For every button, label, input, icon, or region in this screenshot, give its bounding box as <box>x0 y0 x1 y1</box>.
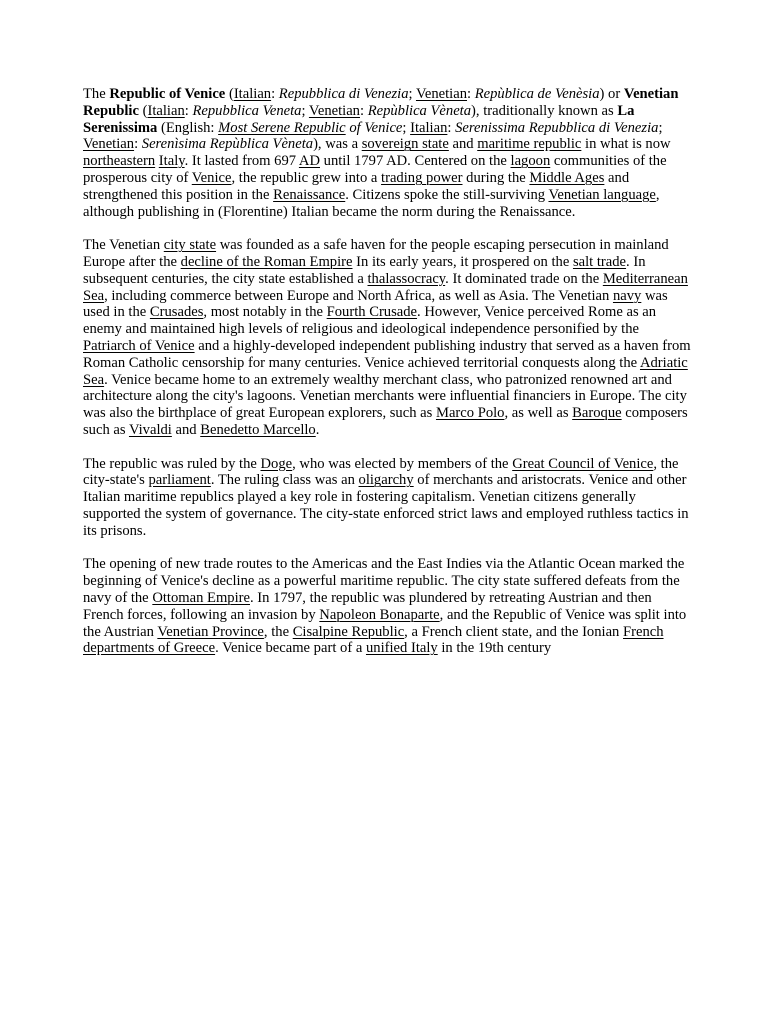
hyperlink[interactable]: Venetian <box>83 136 135 153</box>
text-run: , a French client state, and the Ionian <box>404 623 623 640</box>
text-run: ) or <box>599 86 624 102</box>
text-run: , the <box>263 623 293 640</box>
text-run: ), traditionally known as <box>471 102 618 119</box>
text-run: , although publishing in (Florentine) Italian became the norm during the Renaissance. <box>83 186 660 220</box>
hyperlink[interactable]: Baroque <box>572 405 622 422</box>
text-run: during the <box>462 169 530 186</box>
text-run: The republic was ruled by the <box>83 455 261 472</box>
hyperlink[interactable]: AD <box>298 153 320 170</box>
hyperlink[interactable]: decline of the Roman Empire <box>180 253 353 270</box>
text-run: . <box>315 421 320 438</box>
paragraph <box>83 556 693 657</box>
hyperlink[interactable]: Great Council of Venice <box>512 455 654 472</box>
italic-text: Serenissima Repubblica di Venezia <box>455 119 659 136</box>
text-run: , including commerce between Europe and North Africa, as well as Asia. The Venetian <box>104 287 613 304</box>
italic-text: Repùblica de Venèsia <box>474 86 600 102</box>
bold-term: Republic of Venice <box>109 86 226 102</box>
hyperlink[interactable]: salt trade <box>572 253 627 270</box>
hyperlink[interactable]: maritime republic <box>477 136 582 153</box>
text-run: ; <box>301 102 309 119</box>
hyperlink[interactable]: French departments of Greece <box>83 623 664 657</box>
italic-text: Repubblica di Venezia <box>278 86 409 102</box>
text-run: : <box>359 102 368 119</box>
text-run: , most notably in the <box>203 304 327 321</box>
text-run: . In subsequent centuries, the city state established a <box>83 253 646 287</box>
text-run: The opening of new trade routes to the Americas and the East Indies via the Atlantic Ocean marked the beginning of Venice's decline as a powerful maritime republic. The city state suffered defeats from the navy of the <box>83 556 685 606</box>
hyperlink[interactable]: city state <box>163 237 217 254</box>
italic-text: of Venice <box>345 119 403 136</box>
text-run: , as well as <box>504 405 573 422</box>
text-run: . Citizens spoke the still-surviving <box>345 186 549 203</box>
text-run: until 1797 AD. Centered on the <box>320 153 511 170</box>
text-run: and <box>448 136 478 153</box>
text-run: : <box>447 119 456 136</box>
paragraph <box>83 237 693 439</box>
paragraph <box>83 456 693 540</box>
text-run: : <box>467 86 475 102</box>
text-run: : <box>271 86 279 102</box>
hyperlink[interactable]: Venetian language <box>548 186 656 203</box>
text-run: . The ruling class was an <box>210 472 359 489</box>
hyperlink[interactable]: Patriarch of Venice <box>83 337 195 354</box>
text-run: (English: <box>157 119 219 136</box>
text-run: ( <box>138 102 148 119</box>
text-run: . Venice became part of a <box>215 640 366 657</box>
hyperlink[interactable]: Middle Ages <box>529 169 605 186</box>
hyperlink[interactable]: oligarchy <box>358 472 414 489</box>
text-run: ; <box>402 119 411 136</box>
hyperlink[interactable]: Venetian <box>308 102 360 119</box>
italic-text: Repubblica Veneta <box>192 102 302 119</box>
text-run: ; <box>658 119 663 136</box>
hyperlink[interactable]: northeastern <box>83 153 156 170</box>
italic-text: Repùblica Vèneta <box>367 102 472 119</box>
document-page <box>83 86 693 674</box>
text-run: and a highly-developed independent publishing industry that served as a haven from Roman Catholic censorship for many centuries. Venice achieved territorial conquests along the <box>83 337 691 371</box>
hyperlink[interactable]: lagoon <box>510 153 551 170</box>
text-run: . Venice became home to an extremely wealthy merchant class, who patronized renowned art and architecture along the city's lagoons. Venetian merchants were influential financiers in Europe. The city was also the birthplace of great European explorers, such as <box>83 371 687 422</box>
hyperlink[interactable]: Venetian Province <box>157 623 264 640</box>
text-run: ( <box>225 86 234 102</box>
hyperlink[interactable]: sovereign state <box>361 136 449 153</box>
bold-term: Venetian Republic <box>83 86 679 119</box>
hyperlink[interactable]: Italian <box>233 86 272 102</box>
hyperlink[interactable]: Vivaldi <box>128 421 172 438</box>
hyperlink[interactable]: unified Italy <box>365 640 438 657</box>
hyperlink[interactable]: Venetian <box>415 86 468 102</box>
text-run: and <box>171 421 201 438</box>
hyperlink[interactable]: Most Serene Republic <box>218 119 346 136</box>
hyperlink[interactable]: Italy <box>158 153 185 170</box>
text-run: , the republic grew into a <box>231 169 382 186</box>
hyperlink[interactable]: thalassocracy <box>367 270 446 287</box>
hyperlink[interactable]: Benedetto Marcello <box>200 421 316 438</box>
hyperlink[interactable]: trading power <box>381 169 463 186</box>
text-run: The <box>83 86 110 102</box>
hyperlink[interactable]: Italian <box>410 119 448 136</box>
text-run: communities of the prosperous city of <box>83 153 667 186</box>
hyperlink[interactable]: Marco Polo <box>435 405 505 422</box>
text-run: , and the Republic of Venice was split into the Austrian <box>83 606 687 640</box>
text-run: The Venetian <box>83 237 164 254</box>
text-run: , the city-state's <box>83 455 679 489</box>
hyperlink[interactable]: Adriatic Sea <box>83 354 688 388</box>
text-run: : <box>184 102 193 119</box>
hyperlink[interactable]: navy <box>612 287 642 304</box>
hyperlink[interactable]: Doge <box>260 455 293 472</box>
text-run: . It lasted from 697 <box>184 153 299 170</box>
hyperlink[interactable]: Ottoman Empire <box>152 589 250 606</box>
italic-text: Serenìsima Repùblica Vèneta <box>141 136 314 153</box>
text-run: and strengthened this position in the <box>83 169 630 203</box>
hyperlink[interactable]: parliament <box>148 472 211 489</box>
text-run: composers such as <box>83 405 688 438</box>
hyperlink[interactable]: Italian <box>147 102 185 119</box>
text-run: in what is now <box>581 136 671 153</box>
text-run: , who was elected by members of the <box>292 455 513 472</box>
hyperlink[interactable]: Mediterranean Sea <box>83 270 688 304</box>
hyperlink[interactable]: Renaissance <box>273 186 346 203</box>
text-run: ), was a <box>313 136 362 153</box>
text-run: . In 1797, the republic was plundered by retreating Austrian and then French forces, following an invasion by <box>83 589 652 623</box>
text-run: : <box>134 136 142 153</box>
text-run: in the 19th century <box>437 640 552 657</box>
hyperlink[interactable]: Crusades <box>149 304 204 321</box>
hyperlink[interactable]: Venice <box>191 169 232 186</box>
text-run: was founded as a safe haven for the people escaping persecution in mainland Europe after the <box>83 237 669 270</box>
text-run: In its early years, it prospered on the <box>352 253 573 270</box>
text-run: was used in the <box>83 287 668 321</box>
hyperlink[interactable]: Fourth Crusade <box>326 304 418 321</box>
bold-term: La Serenissima <box>83 102 635 136</box>
hyperlink[interactable]: Cisalpine Republic <box>292 623 405 640</box>
paragraph <box>83 86 693 220</box>
text-run: of merchants and aristocrats. Venice and other Italian maritime republics played a key role in fostering capitalism. Venetian citizens generally supported the system of governance. The city-state enforced strict laws and employed ruthless tactics in its prisons. <box>83 472 689 539</box>
text-run: . However, Venice perceived Rome as an enemy and maintained high levels of religious and ideological independence personified by the <box>83 304 657 338</box>
text-run: ; <box>408 86 416 102</box>
text-run: . It dominated trade on the <box>445 270 603 287</box>
hyperlink[interactable]: Napoleon Bonaparte <box>319 606 440 623</box>
